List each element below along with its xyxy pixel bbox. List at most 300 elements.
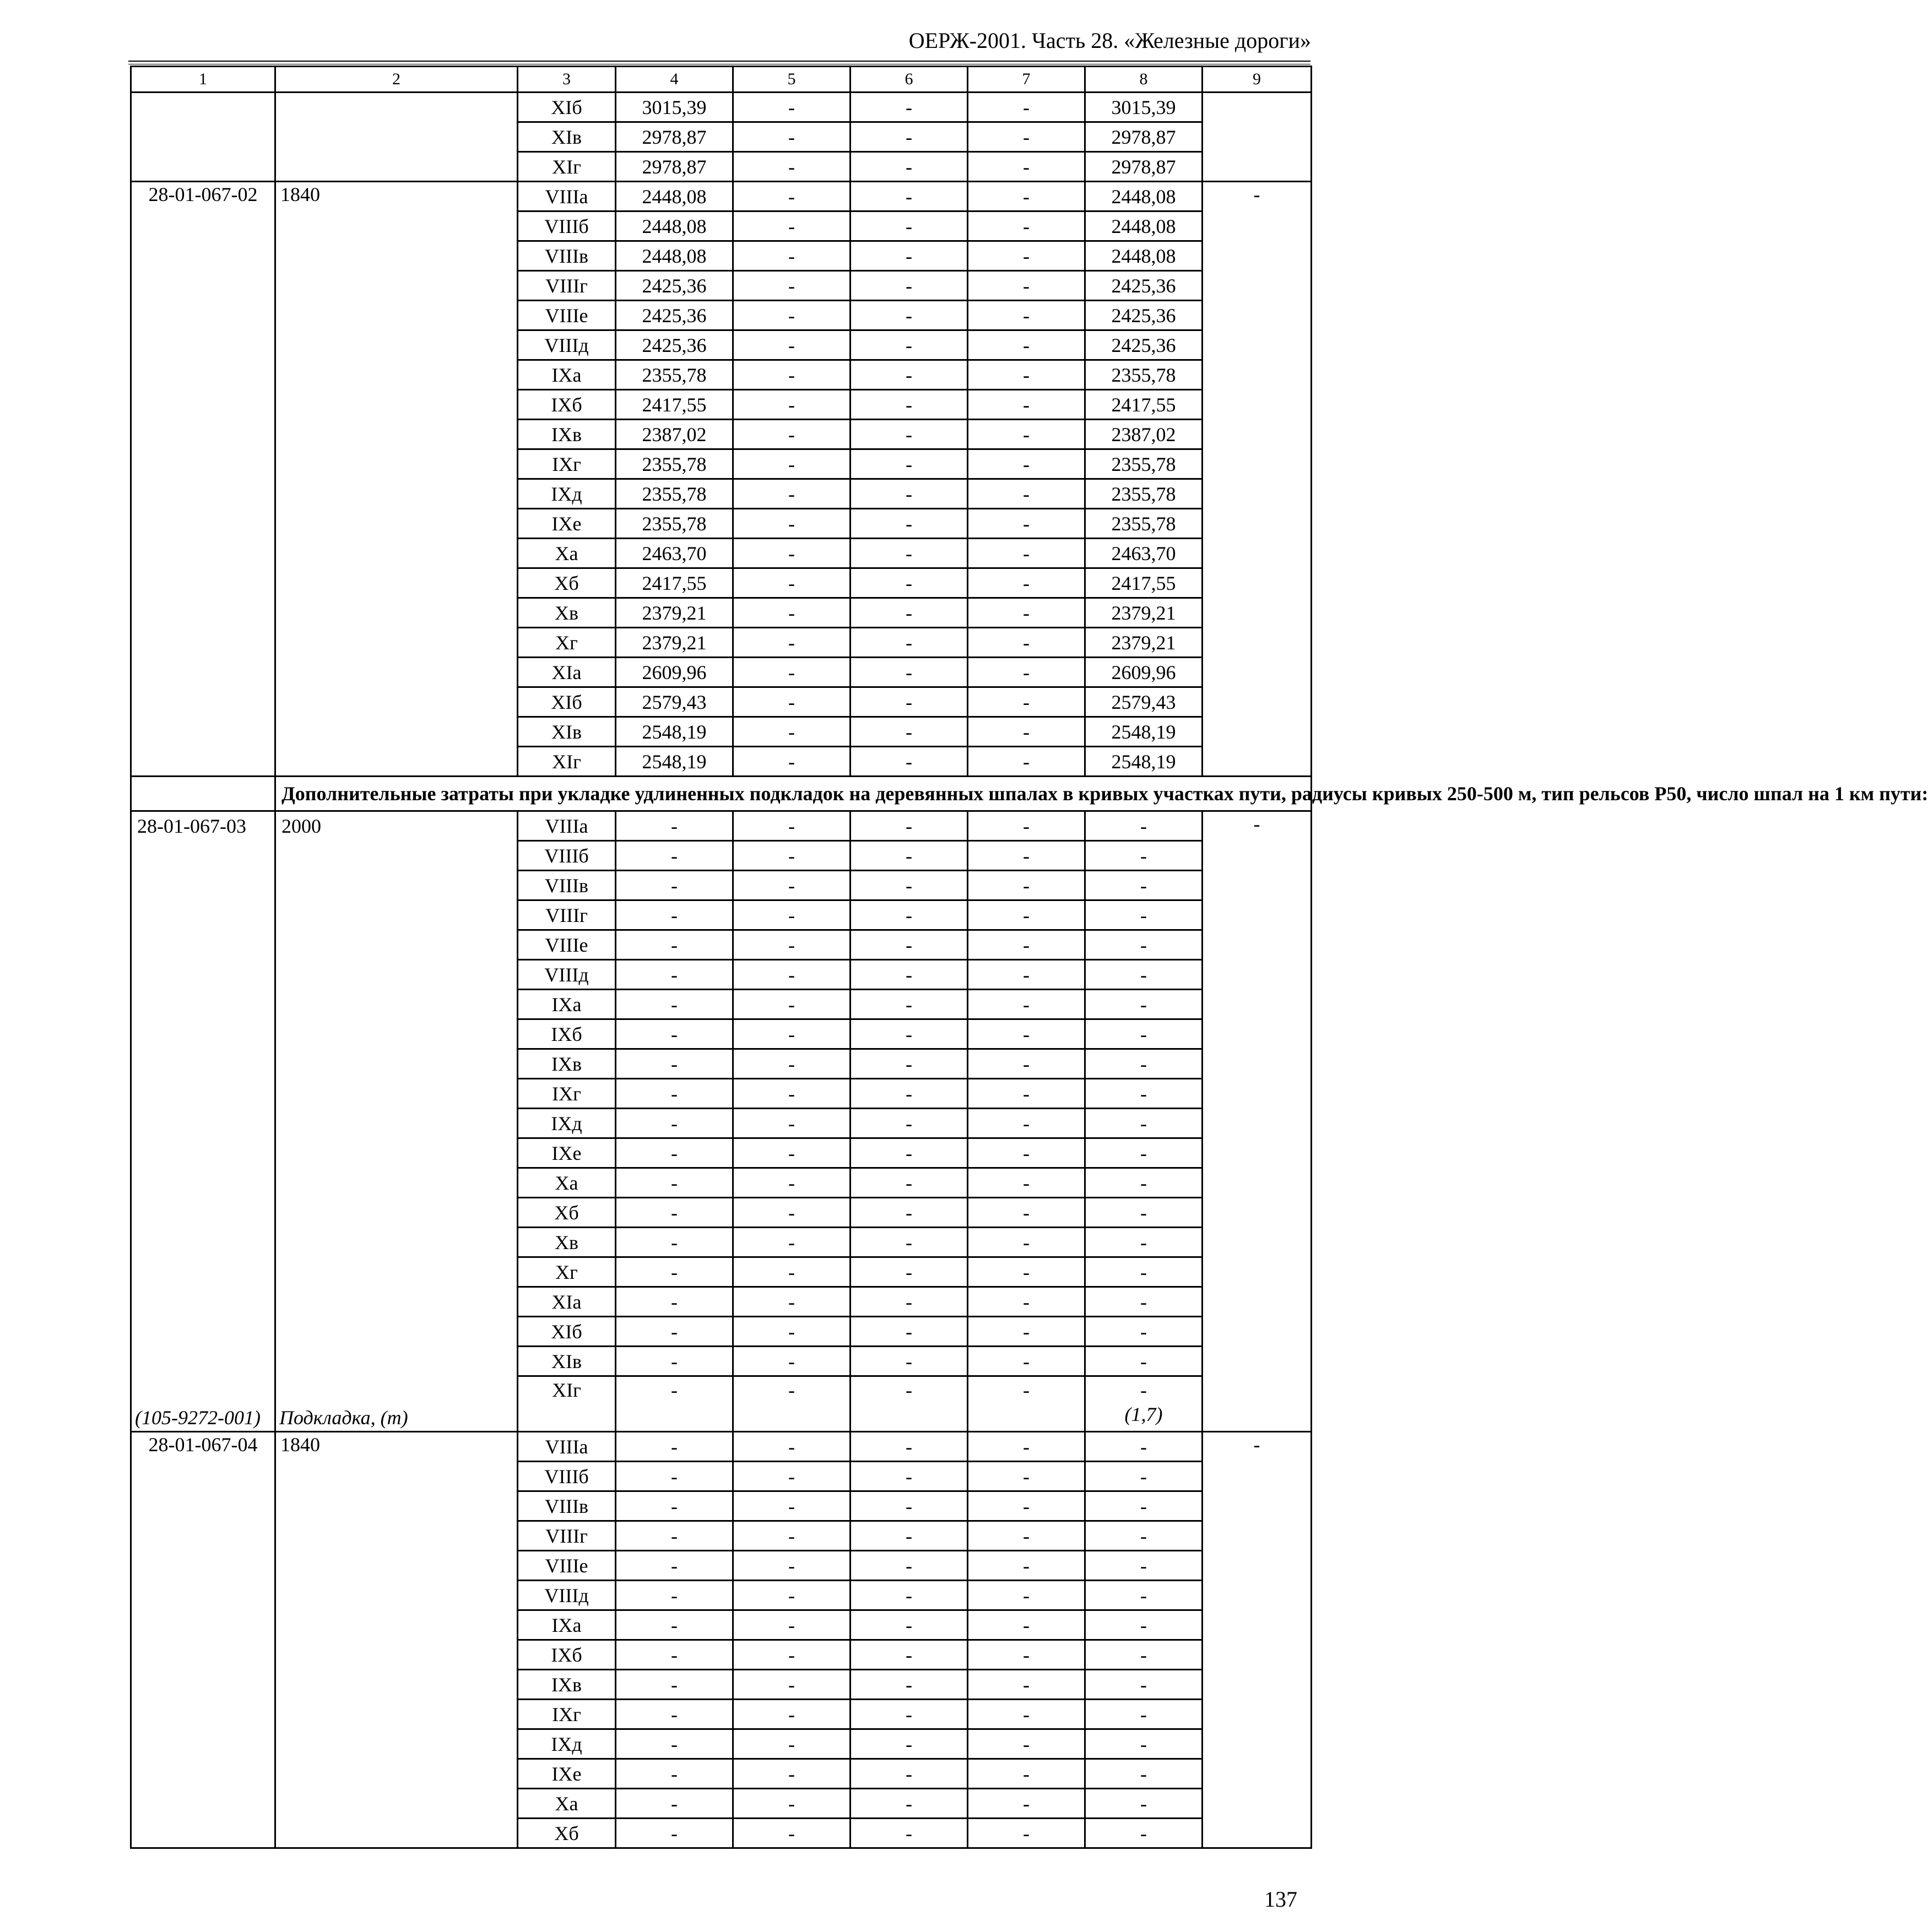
value-cell [1085,1109,1203,1138]
value-cell [851,1049,968,1079]
value-cell [616,1317,733,1347]
col9-cell [1203,93,1312,182]
value-cell: - [616,1610,733,1640]
count-cell: 1840 [275,1432,518,1848]
value-cell [733,1079,851,1109]
row-class-cell [518,1049,616,1079]
cell-text: - [906,1201,912,1224]
value-cell: - [968,241,1085,271]
value-cell: - [968,687,1085,717]
value-cell: - [851,1432,968,1462]
cell-text: - [671,815,678,837]
value-cell: - [968,1521,1085,1551]
cell-text: - [788,904,795,926]
value-cell: - [616,1789,733,1819]
value-cell: - [733,747,851,777]
value-cell [733,990,851,1019]
value-cell: 2379,21 [616,628,733,658]
value-cell: 2609,96 [1085,658,1203,687]
value-cell: - [968,539,1085,568]
value-cell: - [733,420,851,449]
value-cell: - [851,1551,968,1581]
value-cell: - [733,360,851,390]
cell-text: - [671,1379,678,1401]
cell-text: Xг [555,1261,578,1283]
value-cell: - [733,449,851,479]
cell-text: - [906,1379,912,1401]
cell-text: - [1023,904,1030,926]
value-cell: 3015,39 [616,93,733,122]
value-cell [733,841,851,871]
value-cell [968,1168,1085,1198]
row-class-cell [518,1257,616,1287]
value-cell: 2609,96 [616,658,733,687]
value-cell: - [968,1819,1085,1848]
table-row [131,182,1312,211]
cell-text: - [671,904,678,926]
page-header-title: ОЕРЖ-2001. Часть 28. «Железные дороги» [908,28,1311,53]
cell-text: Xв [555,1231,578,1253]
value-cell: - [851,420,968,449]
value-cell [851,1138,968,1168]
value-cell: - [968,211,1085,241]
cell-text: - [906,904,912,926]
value-cell: - [968,1729,1085,1759]
value-cell [1085,1168,1203,1198]
value-cell [968,1019,1085,1049]
row-class-cell: VIIIе [518,1551,616,1581]
code-text: 28-01-067-03 [137,815,246,837]
row-class-cell: Xа [518,539,616,568]
code-cell: 28-01-067-02 [131,182,275,777]
count-cell [275,811,518,1432]
value-cell: - [733,628,851,658]
value-cell [1085,1049,1203,1079]
value-cell [733,1109,851,1138]
value-cell [616,1257,733,1287]
value-cell [968,1376,1085,1432]
value-cell: - [968,717,1085,747]
value-cell [968,990,1085,1019]
row-class-cell: VIIIг [518,271,616,301]
cell-text: XIб [551,1320,582,1343]
row-class-cell [518,1168,616,1198]
row-class-cell: IXг [518,1700,616,1729]
value-cell [616,1228,733,1257]
cell-text: - [906,844,912,867]
value-cell: - [968,1610,1085,1640]
row-class-cell: IXв [518,420,616,449]
cell-text: - [1140,844,1147,867]
value-cell [851,1168,968,1198]
page-number: 137 [1264,1887,1297,1912]
value-cell [733,1257,851,1287]
cell-text: - [671,1171,678,1194]
value-cell: - [733,301,851,330]
cell-text: - [1023,1320,1030,1343]
cell-text: - [1140,874,1147,897]
column-header: 6 [851,67,968,93]
value-cell [851,1109,968,1138]
cell-text: - [788,1261,795,1283]
value-cell: - [616,1462,733,1491]
value-cell [851,1198,968,1228]
cell-text: - [906,934,912,956]
value-cell: - [616,1700,733,1729]
value-cell: - [851,1819,968,1848]
row-class-cell [518,1109,616,1138]
value-cell: - [733,330,851,360]
value-cell: 2425,36 [616,330,733,360]
row-class-cell: Xб [518,568,616,598]
cell-text: - [671,1290,678,1313]
value-cell: - [1085,1432,1203,1462]
value-cell: 2425,36 [1085,271,1203,301]
value-cell: - [733,1670,851,1700]
value-cell [616,1079,733,1109]
value-cell: - [733,1432,851,1462]
value-cell: 2579,43 [1085,687,1203,717]
cell-text: - [1140,815,1147,837]
value-cell [1085,841,1203,871]
code-cell [131,811,275,1432]
value-cell: - [851,658,968,687]
cell-text: - [671,1082,678,1105]
row-class-cell: IXг [518,449,616,479]
cell-text: Xа [555,1171,578,1194]
row-class-cell: Xв [518,598,616,628]
value-cell: - [851,598,968,628]
row-class-cell: XIб [518,687,616,717]
value-cell: - [968,360,1085,390]
row-class-cell [518,871,616,900]
column-header: 8 [1085,67,1203,93]
value-cell [733,1198,851,1228]
column-header: 7 [968,67,1085,93]
rates-table [130,66,1928,1849]
value-cell: 2387,02 [1085,420,1203,449]
value-cell [851,900,968,930]
cell-text: - [1023,1261,1030,1283]
cell-text: - [906,874,912,897]
value-cell [851,1287,968,1317]
cell-text: - [788,1201,795,1224]
value-cell: 2417,55 [616,390,733,420]
cell-text: IXе [551,1142,582,1164]
value-cell: - [733,1610,851,1640]
value-cell: - [733,1581,851,1610]
row-class-cell: XIа [518,658,616,687]
value-cell: - [968,122,1085,152]
value-cell: - [1085,1491,1203,1521]
cell-text: - [906,1320,912,1343]
value-cell: - [851,1491,968,1521]
value-cell: - [733,122,851,152]
cell-text: - [906,993,912,1016]
value-cell: 2379,21 [616,598,733,628]
value-cell: - [851,539,968,568]
value-cell: 2448,08 [616,182,733,211]
row-class-cell [518,1138,616,1168]
value-cell: - [733,598,851,628]
row-class-cell [518,1079,616,1109]
value-cell [851,990,968,1019]
cell-text: - [906,1261,912,1283]
value-cell: 2387,02 [616,420,733,449]
value-cell: - [968,1700,1085,1729]
value-cell: - [733,539,851,568]
value-cell: - [1085,1610,1203,1640]
cell-text: - [788,874,795,897]
value-cell: - [733,509,851,539]
column-header: 2 [275,67,518,93]
value-cell: - [733,1700,851,1729]
value-cell: - [851,1610,968,1640]
value-cell: 2448,08 [1085,211,1203,241]
value-cell [968,1228,1085,1257]
value-cell: 2448,08 [1085,241,1203,271]
value-cell: - [616,1491,733,1521]
value-cell [733,930,851,960]
row-class-cell: XIг [518,747,616,777]
value-cell: - [1085,1462,1203,1491]
cell-text: VIIIг [545,904,588,926]
column-header: 3 [518,67,616,93]
cell-text: - [1140,1082,1147,1105]
value-cell: 2463,70 [1085,539,1203,568]
value-cell: - [733,1729,851,1759]
cell-text: - [1140,1171,1147,1194]
cell-text: - [1023,1052,1030,1075]
cell-text: - [1023,1171,1030,1194]
value-cell: - [851,628,968,658]
table-row [131,811,1312,841]
value-cell: - [733,211,851,241]
value-cell: - [733,687,851,717]
value-cell [968,811,1085,841]
cell-text: - [788,844,795,867]
resource-value: (1,7) [1124,1403,1163,1425]
value-cell: - [968,1759,1085,1789]
value-cell: - [968,390,1085,420]
value-cell [616,811,733,841]
value-cell: - [851,211,968,241]
cell-text: - [788,1052,795,1075]
value-cell [616,1109,733,1138]
cell-text: - [906,1290,912,1313]
value-cell: - [968,509,1085,539]
value-cell: - [733,1819,851,1848]
value-cell: - [1085,1670,1203,1700]
value-cell [733,1138,851,1168]
resource-code: (105-9272-001) [135,1407,261,1429]
value-cell: - [851,1462,968,1491]
value-cell: - [851,1729,968,1759]
value-cell [851,1019,968,1049]
value-cell [733,1347,851,1376]
section-note: Дополнительные затраты при укладке удлиненных подкладок на деревянных шпалах в кривых участках пути, радиусы кривых 250-500 м, тип рельсов Р50, число шпал на 1 км пути: [275,777,1312,811]
value-cell: - [851,182,968,211]
value-cell: - [1085,1640,1203,1670]
value-cell: - [968,93,1085,122]
value-cell: - [851,360,968,390]
value-cell: 2978,87 [1085,152,1203,182]
cell-text: - [1023,963,1030,986]
row-class-cell: IXб [518,390,616,420]
value-cell: - [851,479,968,509]
value-cell: - [968,1551,1085,1581]
cell-text: - [906,1142,912,1164]
value-cell: - [733,93,851,122]
value-cell: 2417,55 [1085,390,1203,420]
row-class-cell: VIIIв [518,1491,616,1521]
value-cell [1085,1198,1203,1228]
value-cell: 2579,43 [616,687,733,717]
value-cell: 2379,21 [1085,598,1203,628]
value-cell: - [733,1551,851,1581]
value-cell: - [733,1789,851,1819]
value-cell [968,900,1085,930]
cell-text: - [671,1231,678,1253]
row-class-cell: IXа [518,1610,616,1640]
value-cell [851,1317,968,1347]
value-cell: 3015,39 [1085,93,1203,122]
value-cell [1085,990,1203,1019]
cell-text: - [788,815,795,837]
row-class-cell [518,1019,616,1049]
value-cell: 2978,87 [616,152,733,182]
count-text: 2000 [281,815,321,837]
value-cell: 2548,19 [616,717,733,747]
value-cell: - [733,568,851,598]
cell-text: IXд [551,1112,582,1135]
row-class-cell [518,1317,616,1347]
cell-text: XIа [551,1290,582,1313]
value-cell: 2355,78 [1085,449,1203,479]
cell-text: VIIIв [545,874,588,897]
value-cell: - [733,658,851,687]
cell-text: - [788,934,795,956]
value-cell: - [1085,1581,1203,1610]
value-cell: - [616,1521,733,1551]
value-cell: 2355,78 [616,449,733,479]
value-cell [1085,1138,1203,1168]
value-cell: - [968,598,1085,628]
value-cell: 2355,78 [616,509,733,539]
cell-text: - [1023,815,1030,837]
value-cell: - [968,1670,1085,1700]
value-cell: - [616,1640,733,1670]
rates-table-body [131,67,1928,1848]
cell-text: IXв [551,1052,582,1075]
value-cell [616,1287,733,1317]
cell-text: - [1140,1142,1147,1164]
row-class-cell [518,990,616,1019]
cell-text: - [788,1320,795,1343]
value-cell: - [1085,1551,1203,1581]
value-cell [968,1257,1085,1287]
value-cell [733,1168,851,1198]
row-class-cell: Xб [518,1819,616,1848]
cell-text: - [1023,1231,1030,1253]
row-class-cell [518,900,616,930]
row-class-cell: IXб [518,1640,616,1670]
value-cell: 2417,55 [616,568,733,598]
cell-text: - [1140,904,1147,926]
resource-name: Подкладка, (т) [279,1407,408,1429]
cell-text: - [671,1201,678,1224]
value-cell: 2425,36 [1085,330,1203,360]
column-header: 4 [616,67,733,93]
cell-text: - [671,993,678,1016]
value-cell: - [733,182,851,211]
cell-text: - [671,1320,678,1343]
value-cell: - [851,568,968,598]
value-cell: 2379,21 [1085,628,1203,658]
value-cell: - [733,1759,851,1789]
table-row [131,1432,1312,1462]
value-cell: - [851,330,968,360]
value-cell [616,1168,733,1198]
value-cell: - [968,1789,1085,1819]
value-cell: 2425,36 [616,301,733,330]
value-cell: - [733,271,851,301]
value-cell: - [851,390,968,420]
value-cell [1085,960,1203,990]
cell-text: IXб [551,1023,582,1045]
value-cell: - [851,687,968,717]
value-cell: - [616,1670,733,1700]
col9-cell: - [1203,182,1312,777]
row-class-cell: VIIIа [518,182,616,211]
cell-text: - [788,1171,795,1194]
value-cell: - [733,1521,851,1551]
cell-text: - [906,963,912,986]
value-cell: - [616,1819,733,1848]
value-cell [733,1287,851,1317]
value-cell: - [968,628,1085,658]
row-class-cell: VIIIе [518,301,616,330]
cell-text: - [1140,1290,1147,1313]
cell-text: - [788,963,795,986]
value-cell [733,1228,851,1257]
cell-text: - [1140,1112,1147,1135]
cell-text: - [788,1350,795,1372]
code-cell [131,93,275,182]
value-cell [851,811,968,841]
value-cell [616,841,733,871]
section-note-spacer [131,777,275,811]
value-cell: 2448,08 [616,241,733,271]
value-cell: - [968,479,1085,509]
value-cell: - [968,1581,1085,1610]
value-cell [851,871,968,900]
value-cell: - [851,717,968,747]
value-cell: - [968,1491,1085,1521]
section-note-row [131,777,1312,811]
count-cell: 1840 [275,182,518,777]
cell-text: - [906,1171,912,1194]
cell-text: - [788,1023,795,1045]
value-cell: - [733,390,851,420]
value-cell [968,871,1085,900]
cell-text: - [671,1350,678,1372]
cell-text: - [788,1231,795,1253]
value-cell: 2548,19 [1085,747,1203,777]
row-class-cell [518,960,616,990]
row-class-cell: XIв [518,122,616,152]
value-cell [851,960,968,990]
